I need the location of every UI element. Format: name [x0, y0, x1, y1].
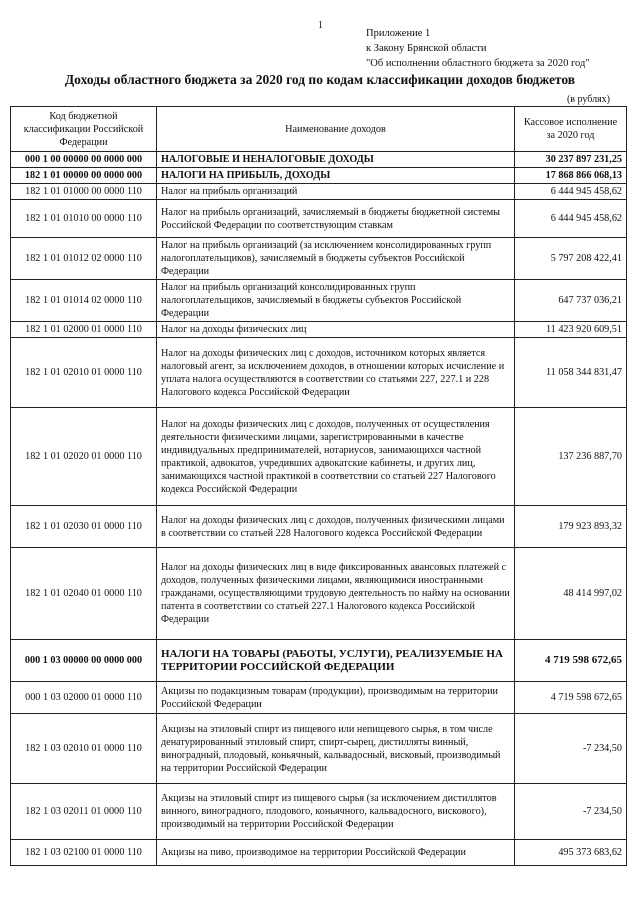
cell-name: Налог на доходы физических лиц с доходов, полученных от осуществления деятельности физическими лицами, зарегистрированными в качестве индивидуальных предпринимателей, нотариусов, занимающихся частной практикой, адвокатов, учредивших адвокатские кабинеты, и других лиц, занимающихся частной практикой в соответствии со статьей 227 Налогового кодекса Российской Федерации — [157, 408, 515, 506]
cell-sum: 179 923 893,32 — [515, 506, 627, 548]
revenue-table — [10, 106, 627, 866]
cell-name: Налог на доходы физических лиц с доходов, источником которых является налоговый агент, за исключением доходов, в отношении которых исчисление и уплата налога осуществляются в соответствии со статьями 227, 227.1 и 228 Налогового кодекса Российской Федерации — [157, 338, 515, 408]
units-note: (в рублях) — [566, 94, 610, 105]
table-row — [11, 184, 627, 200]
table-row — [11, 506, 627, 548]
page-number: 1 — [318, 20, 323, 31]
cell-code: 000 1 03 02000 01 0000 110 — [11, 682, 157, 714]
cell-name: Акцизы на пиво, производимое на территории Российской Федерации — [157, 840, 515, 866]
cell-code: 182 1 01 01000 00 0000 110 — [11, 184, 157, 200]
table-row — [11, 408, 627, 506]
cell-name: Налог на прибыль организаций — [157, 184, 515, 200]
table-row — [11, 238, 627, 280]
cell-sum: 5 797 208 422,41 — [515, 238, 627, 280]
table-header-row — [11, 107, 627, 152]
cell-code: 182 1 01 02030 01 0000 110 — [11, 506, 157, 548]
table-row — [11, 168, 627, 184]
cell-code: 182 1 01 01012 02 0000 110 — [11, 238, 157, 280]
appendix-line-1: Приложение 1 — [366, 28, 431, 39]
cell-code: 182 1 01 02000 01 0000 110 — [11, 322, 157, 338]
header-code: Код бюджетной классификации Российской Федерации — [11, 107, 157, 152]
cell-code: 182 1 01 02020 01 0000 110 — [11, 408, 157, 506]
table-row — [11, 640, 627, 682]
table-row — [11, 682, 627, 714]
appendix-line-3: "Об исполнении областного бюджета за 2020 год" — [366, 58, 590, 69]
cell-code: 182 1 01 01014 02 0000 110 — [11, 280, 157, 322]
table-row — [11, 338, 627, 408]
cell-sum: 137 236 887,70 — [515, 408, 627, 506]
cell-name: НАЛОГИ НА ТОВАРЫ (РАБОТЫ, УСЛУГИ), РЕАЛИЗУЕМЫЕ НА ТЕРРИТОРИИ РОССИЙСКОЙ ФЕДЕРАЦИИ — [157, 640, 515, 682]
cell-sum: 48 414 997,02 — [515, 548, 627, 640]
cell-name: Налог на прибыль организаций, зачисляемый в бюджеты бюджетной системы Российской Федерации по соответствующим ставкам — [157, 200, 515, 238]
table-row — [11, 152, 627, 168]
cell-sum: 17 868 866 068,13 — [515, 168, 627, 184]
table-row — [11, 548, 627, 640]
cell-name: Налог на доходы физических лиц в виде фиксированных авансовых платежей с доходов, полученных физическими лицами, являющимися иностранными гражданами, осуществляющими трудовую деятельность по найму на основании патента в соответствии со статьей 227.1 Налогового кодекса Российской Федерации — [157, 548, 515, 640]
cell-sum: 6 444 945 458,62 — [515, 200, 627, 238]
table-row — [11, 840, 627, 866]
table-body — [11, 152, 627, 866]
header-name: Наименование доходов — [157, 107, 515, 152]
cell-code: 182 1 03 02011 01 0000 110 — [11, 784, 157, 840]
cell-code: 182 1 01 02040 01 0000 110 — [11, 548, 157, 640]
cell-sum: 647 737 036,21 — [515, 280, 627, 322]
cell-name: Акцизы на этиловый спирт из пищевого сырья (за исключением дистиллятов винного, виноградного, плодового, коньячного, кальвадосного, вискового), производимый на территории Российской Федерации — [157, 784, 515, 840]
cell-sum: 11 423 920 609,51 — [515, 322, 627, 338]
document-title: Доходы областного бюджета за 2020 год по кодам классификации доходов бюджетов — [64, 72, 576, 87]
cell-code: 000 1 00 00000 00 0000 000 — [11, 152, 157, 168]
cell-code: 182 1 01 01010 00 0000 110 — [11, 200, 157, 238]
cell-name: НАЛОГИ НА ПРИБЫЛЬ, ДОХОДЫ — [157, 168, 515, 184]
cell-name: Акцизы по подакцизным товарам (продукции), производимым на территории Российской Федерации — [157, 682, 515, 714]
cell-sum: 495 373 683,62 — [515, 840, 627, 866]
cell-sum: 11 058 344 831,47 — [515, 338, 627, 408]
cell-name: Налог на прибыль организаций консолидированных групп налогоплательщиков, зачисляемый в бюджеты субъектов Российской Федерации — [157, 280, 515, 322]
cell-code: 182 1 01 00000 00 0000 000 — [11, 168, 157, 184]
cell-name: Налог на доходы физических лиц — [157, 322, 515, 338]
cell-name: НАЛОГОВЫЕ И НЕНАЛОГОВЫЕ ДОХОДЫ — [157, 152, 515, 168]
cell-name: Акцизы на этиловый спирт из пищевого или непищевого сырья, в том числе денатурированный этиловый спирт, спирт-сырец, дистилляты винный, виноградный, плодовый, коньячный, кальвадосный, висковый, производимый на территории Российской Федерации — [157, 714, 515, 784]
header-sum: Кассовое исполнение за 2020 год — [515, 107, 627, 152]
cell-sum: -7 234,50 — [515, 714, 627, 784]
cell-sum: 4 719 598 672,65 — [515, 640, 627, 682]
cell-code: 182 1 03 02010 01 0000 110 — [11, 714, 157, 784]
table-row — [11, 200, 627, 238]
appendix-note — [366, 26, 590, 71]
cell-name: Налог на прибыль организаций (за исключением консолидированных групп налогоплательщиков), зачисляемый в бюджеты субъектов Российской Федерации — [157, 238, 515, 280]
cell-sum: 4 719 598 672,65 — [515, 682, 627, 714]
cell-code: 182 1 03 02100 01 0000 110 — [11, 840, 157, 866]
table-row — [11, 322, 627, 338]
cell-code: 000 1 03 00000 00 0000 000 — [11, 640, 157, 682]
cell-code: 182 1 01 02010 01 0000 110 — [11, 338, 157, 408]
table-row — [11, 280, 627, 322]
appendix-line-2: к Закону Брянской области — [366, 43, 487, 54]
cell-name: Налог на доходы физических лиц с доходов, полученных физическими лицами в соответствии со статьей 228 Налогового кодекса Российской Федерации — [157, 506, 515, 548]
cell-sum: 6 444 945 458,62 — [515, 184, 627, 200]
table-row — [11, 784, 627, 840]
cell-sum: -7 234,50 — [515, 784, 627, 840]
cell-sum: 30 237 897 231,25 — [515, 152, 627, 168]
table-row — [11, 714, 627, 784]
